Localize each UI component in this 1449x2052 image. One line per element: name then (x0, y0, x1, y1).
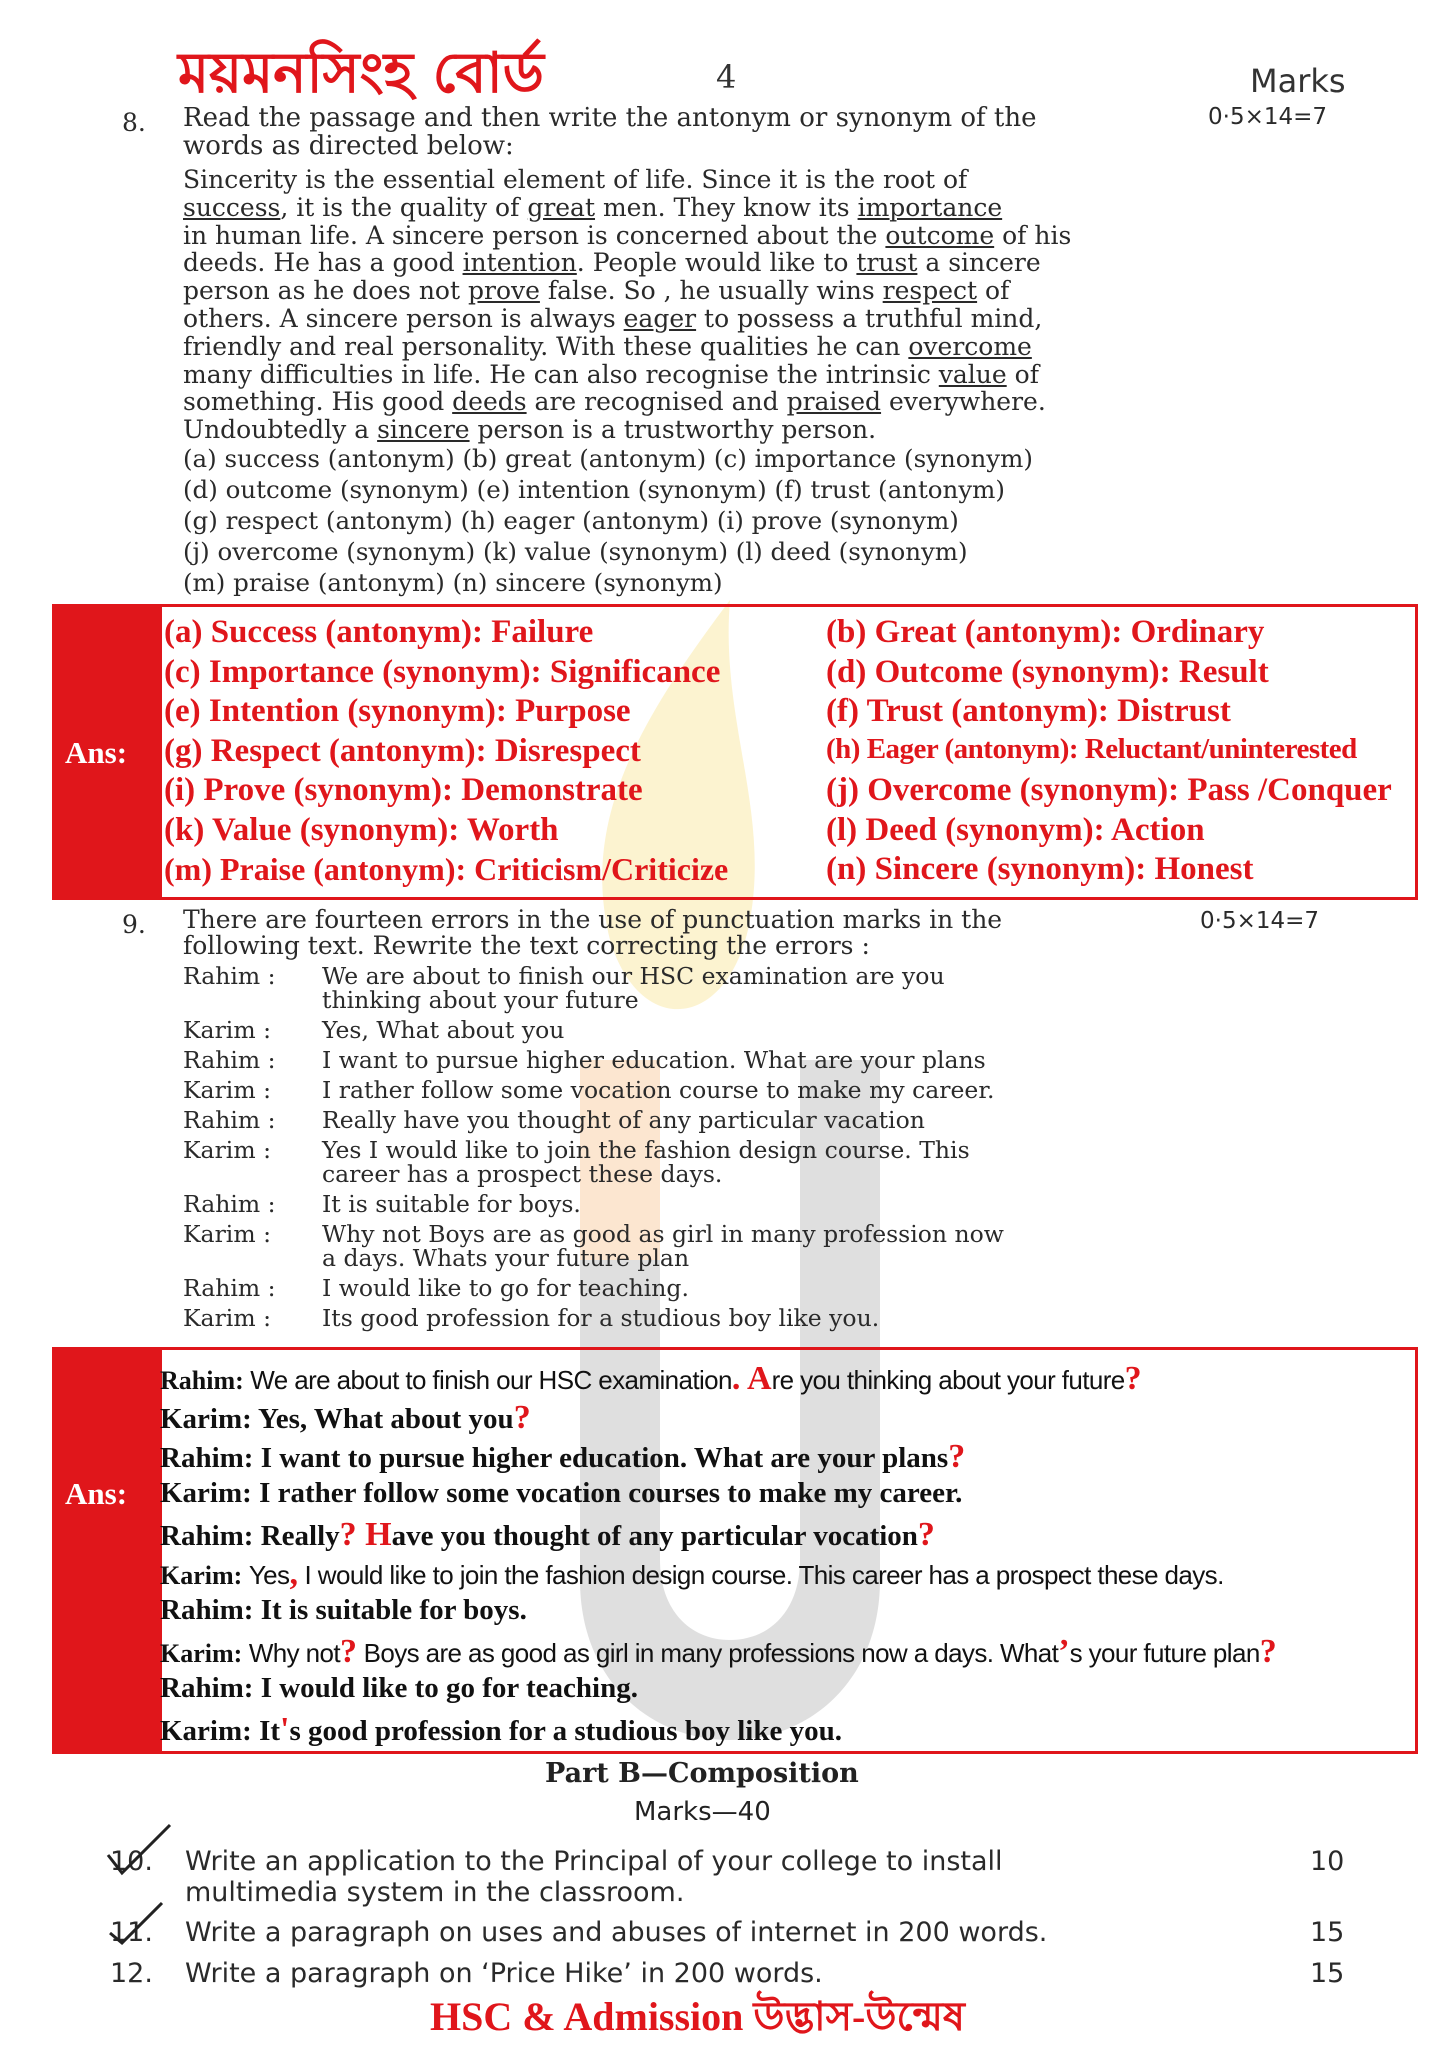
page-number: 4 (716, 58, 737, 96)
q9-answer-line (160, 1516, 935, 1554)
underlined-word: outcome (885, 220, 995, 250)
dialogue-line: I would like to go for teaching. (322, 1274, 689, 1302)
q9-number: 9. (122, 910, 146, 939)
q9-answer-line (160, 1477, 962, 1510)
composition-marks: 10 (1310, 1846, 1345, 1877)
q8-answer-item: (g) Respect (antonym): Disrespect (164, 732, 641, 769)
answer-text: It is suitable for boys. (260, 1594, 527, 1626)
correction-mark: ? (1124, 1360, 1142, 1397)
q8-answer-item: (k) Value (synonym): Worth (164, 811, 559, 848)
underlined-word: eager (623, 303, 697, 333)
q8-item-line: (d) outcome (synonym) (e) intention (synonym) (f) trust (antonym) (183, 475, 1005, 504)
underlined-word: deeds (452, 387, 527, 417)
q9-instruction-line2: following text. Rewrite the text correcting the errors : (183, 931, 870, 960)
q8-answer-item: (l) Deed (synonym): Action (826, 811, 1205, 848)
q8-instruction-line1: Read the passage and then write the antonym or synonym of the (183, 103, 1037, 133)
underlined-word: sincere (377, 415, 470, 445)
answer-text: ave you thought of any particular vocation (391, 1520, 918, 1552)
q8-answer-item: (d) Outcome (synonym): Result (826, 653, 1269, 690)
underlined-word: trust (856, 248, 918, 278)
answer-speaker: Karim: (160, 1403, 258, 1435)
correction-mark: ? (513, 1399, 531, 1436)
dialogue-speaker: Rahim : (183, 1274, 276, 1302)
dialogue-speaker: Rahim : (183, 1046, 276, 1074)
q8-answer-item: (j) Overcome (synonym): Pass /Conquer (826, 772, 1392, 808)
composition-question-line: multimedia system in the classroom. (185, 1877, 685, 1908)
q8-instruction-line2: words as directed below: (183, 131, 514, 161)
dialogue-speaker: Karim : (183, 1220, 271, 1248)
marks-heading: Marks (1250, 62, 1346, 100)
dialogue-speaker: Karim : (183, 1076, 271, 1104)
passage-line: deeds. He has a good intention. People would like to trust a sincere (183, 248, 1041, 278)
q8-answer-item: (n) Sincere (synonym): Honest (826, 851, 1254, 887)
answer-text: We are about to finish our HSC examination (250, 1365, 732, 1395)
answer-speaker: Rahim: (160, 1366, 251, 1395)
underlined-word: value (938, 359, 1007, 389)
q9-answer-line (160, 1360, 1142, 1398)
q9-answer-line (160, 1438, 965, 1476)
correction-mark: ’ (1058, 1633, 1070, 1670)
underlined-word: overcome (908, 331, 1032, 361)
answer-speaker: Rahim: (160, 1520, 261, 1552)
answer-text: I would like to join the fashion design course. This career has a prospect these days. (297, 1560, 1224, 1590)
dialogue-speaker: Rahim : (183, 1106, 276, 1134)
correction-mark: ? (339, 1516, 366, 1553)
dialogue-line: Yes, What about you (322, 1016, 565, 1044)
q8-answer-item: (c) Importance (synonym): Significance (164, 653, 721, 690)
correction-mark: ? (917, 1516, 935, 1553)
answer-speaker: Karim: (160, 1477, 260, 1509)
q8-item-line: (g) respect (antonym) (h) eager (antonym) (i) prove (synonym) (183, 506, 959, 535)
answer-text: s good profession for a studious boy like you. (289, 1715, 842, 1747)
dialogue-speaker: Rahim : (183, 1190, 276, 1218)
correction-mark: A (747, 1360, 772, 1397)
answer-speaker: Karim: (160, 1639, 249, 1668)
q8-answer-item: (b) Great (antonym): Ordinary (826, 614, 1265, 650)
answer-speaker: Rahim: (160, 1672, 261, 1704)
tick-marks-icon (100, 1815, 190, 1965)
board-title: ময়মনসিংহ বোর্ড (178, 41, 544, 106)
dialogue-line: a days. Whats your future plan (322, 1244, 690, 1272)
dialogue-line: I rather follow some vocation course to make my career. (322, 1076, 995, 1104)
dialogue-speaker: Karim : (183, 1016, 271, 1044)
q9-answer-line (160, 1672, 638, 1705)
dialogue-line: It is suitable for boys. (322, 1190, 581, 1218)
dialogue-line: I want to pursue higher education. What are your plans (322, 1046, 986, 1074)
dialogue-speaker: Karim : (183, 1304, 271, 1332)
dialogue-line: Really have you thought of any particular vacation (322, 1106, 925, 1134)
dialogue-line: Yes I would like to join the fashion design course. This (322, 1136, 970, 1164)
answer-text: I want to pursue higher education. What are your plans (260, 1442, 949, 1474)
answer-text: It (259, 1715, 281, 1747)
dialogue-line: Why not Boys are as good as girl in many profession now (322, 1220, 1004, 1248)
q9-marks: 0·5×14=7 (1200, 908, 1320, 934)
q8-marks: 0·5×14=7 (1208, 104, 1328, 130)
q8-answer-item: (h) Eager (antonym): Reluctant/uninterested (826, 732, 1357, 765)
q9-answer-tab (55, 1350, 162, 1751)
passage-line: in human life. A sincere person is concerned about the outcome of his (183, 220, 1072, 250)
q9-instruction-line1: There are fourteen errors in the use of punctuation marks in the (183, 905, 1003, 934)
answer-text: Why not (248, 1638, 340, 1668)
q8-item-line: (a) success (antonym) (b) great (antonym) (c) importance (synonym) (183, 444, 1033, 473)
passage-line: friendly and real personality. With these qualities he can overcome (183, 331, 1032, 361)
q9-answer-line (160, 1399, 531, 1437)
composition-number: 11. (110, 1917, 153, 1948)
answer-text: Yes (248, 1560, 290, 1590)
q9-answer-line (160, 1555, 1224, 1593)
composition-marks: 15 (1310, 1958, 1345, 1989)
answer-text: Boys are as good as girl in many professions now a days. What (356, 1638, 1059, 1668)
correction-mark: , (289, 1555, 298, 1592)
composition-question-line: Write a paragraph on ‘Price Hike’ in 200 words. (185, 1958, 823, 1989)
passage-line: something. His good deeds are recognised and praised everywhere. (183, 387, 1046, 417)
composition-question-line: Write a paragraph on uses and abuses of internet in 200 words. (185, 1917, 1048, 1948)
q8-passage (183, 166, 1228, 444)
underlined-word: praised (786, 387, 882, 417)
q8-answer-item: (i) Prove (synonym): Demonstrate (164, 772, 643, 808)
q8-item-line: (m) praise (antonym) (n) sincere (synonym) (183, 568, 723, 597)
passage-line: others. A sincere person is always eager to possess a truthful mind, (183, 303, 1043, 333)
answer-speaker: Rahim: (160, 1442, 261, 1474)
footer-brand: HSC & Admission উদ্ভাস-উন্মেষ (430, 1994, 965, 2039)
underlined-word: success (183, 192, 281, 222)
composition-marks: 15 (1310, 1917, 1345, 1948)
dialogue-speaker: Karim : (183, 1136, 271, 1164)
q8-answer-item: (m) Praise (antonym): Criticism/Criticize (164, 851, 729, 887)
q9-answer-line (160, 1711, 842, 1749)
answer-text: re you thinking about your future (771, 1365, 1125, 1395)
passage-line: person as he does not prove false. So , he usually wins respect of (183, 276, 1010, 306)
correction-mark: ' (280, 1711, 290, 1748)
answer-text: I would like to go for teaching. (260, 1672, 638, 1704)
underlined-word: intention (462, 248, 577, 278)
correction-mark: H (365, 1516, 392, 1553)
dialogue-line: thinking about your future (322, 986, 639, 1014)
q9-answer-label: Ans: (65, 1476, 128, 1511)
answer-speaker: Karim: (160, 1561, 249, 1590)
composition-question-line: Write an application to the Principal of your college to install (185, 1846, 1003, 1877)
composition-number: 12. (110, 1958, 153, 1989)
dialogue-line: Its good profession for a studious boy like you. (322, 1304, 880, 1332)
underlined-word: importance (857, 192, 1003, 222)
q9-answer-line (160, 1633, 1277, 1671)
q9-answer-line (160, 1594, 527, 1627)
passage-line: Undoubtedly a sincere person is a trustworthy person. (183, 415, 877, 445)
underlined-word: prove (467, 276, 540, 306)
q8-answer-item: (f) Trust (antonym): Distrust (826, 693, 1231, 729)
correction-mark: ? (339, 1633, 357, 1670)
q8-number: 8. (122, 108, 146, 137)
answer-text: s your future plan (1069, 1638, 1260, 1668)
answer-speaker: Rahim: (160, 1594, 261, 1626)
answer-speaker: Karim: (160, 1715, 260, 1747)
dialogue-line: career has a prospect these days. (322, 1160, 723, 1188)
answer-text: Yes, What about you (257, 1403, 514, 1435)
q8-answer-item: (e) Intention (synonym): Purpose (164, 693, 631, 729)
partb-marks: Marks—40 (634, 1797, 771, 1827)
q8-answer-item: (a) Success (antonym): Failure (164, 614, 594, 650)
q8-item-line: (j) overcome (synonym) (k) value (synonym) (l) deed (synonym) (183, 537, 968, 566)
correction-mark: . (731, 1360, 747, 1397)
answer-text: I rather follow some vocation courses to make my career. (259, 1477, 963, 1509)
passage-line: Sincerity is the essential element of life. Since it is the root of (183, 165, 968, 194)
passage-line: many difficulties in life. He can also recognise the intrinsic value of (183, 359, 1039, 389)
passage-line: success, it is the quality of great men. They know its importance (183, 192, 1003, 222)
composition-number: 10. (110, 1846, 153, 1877)
correction-mark: ? (948, 1438, 966, 1475)
underlined-word: respect (882, 276, 978, 306)
q8-answer-label: Ans: (65, 735, 128, 770)
partb-title: Part B—Composition (545, 1758, 859, 1789)
dialogue-line: We are about to finish our HSC examination are you (322, 962, 945, 990)
correction-mark: ? (1259, 1633, 1277, 1670)
answer-text: Really (260, 1520, 340, 1552)
dialogue-speaker: Rahim : (183, 962, 276, 990)
underlined-word: great (527, 192, 596, 222)
